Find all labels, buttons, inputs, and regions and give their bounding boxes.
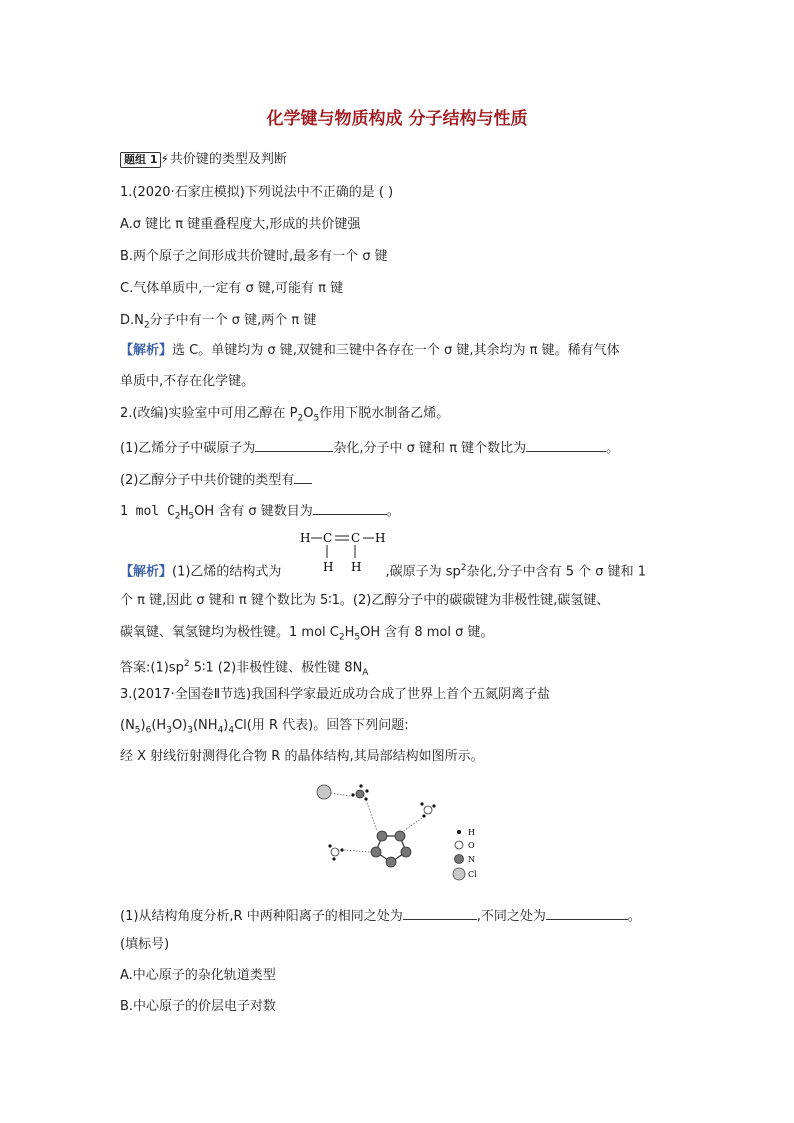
q1-option-d <box>120 312 316 335</box>
n-atom <box>401 847 411 857</box>
q2-answer-text-2: 5∶1 (2)非极性键、极性键 8N <box>189 660 363 676</box>
q3-p1-text-3: 。 <box>627 909 641 924</box>
section-heading <box>120 150 287 169</box>
q3-formula-sub: 6 <box>145 725 152 736</box>
q2-p3-sub: 2 <box>174 511 181 522</box>
q2-p3-text-2: H <box>180 504 189 519</box>
n-atom <box>386 857 396 867</box>
q2-answer-sup: 2 <box>183 659 190 669</box>
hydrogen-bond <box>366 800 377 831</box>
q3-formula-sub: 4 <box>217 725 224 736</box>
h-atom <box>359 784 362 787</box>
q2-analysis-l3-sub-2: 5 <box>354 632 361 643</box>
legend-o-label: O <box>468 841 475 850</box>
q2-p2-text: (2)乙醇分子中共价键的类型有 <box>120 473 295 488</box>
answer-blank[interactable] <box>546 905 628 920</box>
n-atom <box>356 790 364 798</box>
o-atom <box>331 848 339 856</box>
q2-p3-text-4: 。 <box>386 504 400 519</box>
h-atom <box>351 793 354 796</box>
q2-analysis-l3-text: 碳氧键、氧氢键均为极性键。1 mol C <box>120 625 339 640</box>
legend-h-label: H <box>468 828 475 837</box>
hydrogen-bond <box>402 818 422 832</box>
q1-d-sub: 2 <box>143 320 150 331</box>
q1-stem: 1.(2020·石家庄模拟)下列说法中不正确的是 ( ) <box>120 185 394 200</box>
q2-stem-text: 2.(改编)实验室中可用乙醇在 P <box>120 406 298 421</box>
q1-analysis-line2: 单质中,不存在化学键。 <box>120 374 255 389</box>
q3-part1 <box>120 905 641 926</box>
q3-line3: 经 X 射线衍射测得化合物 R 的晶体结构,其局部结构如图所示。 <box>120 749 484 764</box>
q2-analysis-l3-text-2: H <box>344 625 355 640</box>
formula-atom-c: C <box>351 531 361 545</box>
page-title: 化学键与物质构成 分子结构与性质 <box>266 109 528 129</box>
legend-n-marker <box>455 855 464 864</box>
q2-analysis-l3-text-3: OH 含有 8 mol σ 键。 <box>360 625 494 640</box>
q3-formula-sub: 4 <box>228 725 235 736</box>
formula-atom-h: H <box>323 560 334 574</box>
q2-p3-text-3: OH 含有 σ 键数目为 <box>194 504 313 519</box>
q2-analysis-line2: 个 π 键,因此 σ 键和 π 键个数比为 5∶1。(2)乙醇分子中的碳碳键为非极性键,碳氢键、 <box>120 593 610 608</box>
analysis-label: 【解析】 <box>120 343 173 358</box>
q2-p1-text: (1)乙烯分子中碳原子为 <box>120 441 256 456</box>
q3-p1-text-2: ,不同之处为 <box>476 909 546 924</box>
q3-formula-text: (NH <box>192 718 218 733</box>
answer-blank[interactable] <box>313 500 387 515</box>
q2-p1-text-2: 杂化,分子中 σ 键和 π 键个数比为 <box>333 441 527 456</box>
legend-n-label: N <box>468 855 475 864</box>
h-atom <box>340 848 343 851</box>
analysis-label: 【解析】 <box>120 564 173 580</box>
formula-atom-h: H <box>300 531 311 545</box>
q3-option-a: A.中心原子的杂化轨道类型 <box>120 968 276 983</box>
legend-cl-label: Cl <box>468 870 477 879</box>
q3-formula-text: ) <box>223 718 229 733</box>
formula-atom-c: C <box>323 531 333 545</box>
n-atom <box>395 831 405 841</box>
h-atom <box>432 804 435 807</box>
h-atom <box>332 857 335 860</box>
o-atom <box>424 806 432 814</box>
h-atom <box>422 814 425 817</box>
answer-blank[interactable] <box>403 905 477 920</box>
q2-analysis <box>120 559 646 581</box>
q2-p3-sub-2: 5 <box>188 511 195 522</box>
q2-analysis-l3-sub: 2 <box>338 632 345 643</box>
q2-p3-text: 1 mol C <box>120 504 175 519</box>
q1-option-a: A.σ 键比 π 键重叠程度大,形成的共价键强 <box>120 217 361 232</box>
q3-option-b: B.中心原子的价层电子对数 <box>120 999 277 1014</box>
q2-stem-text-3: 作用下脱水制备乙烯。 <box>319 406 450 421</box>
q3-formula-text: Cl(用 R 代表)。回答下列问题: <box>234 718 409 733</box>
q1-analysis <box>120 342 620 360</box>
q2-stem-sub: 2 <box>297 413 304 424</box>
h-atom <box>365 789 368 792</box>
q3-formula-text: O) <box>171 718 188 733</box>
legend-h-marker <box>457 830 461 834</box>
q2-answer-text: 答案:(1)sp <box>120 660 184 676</box>
q2-analysis-text: (1)乙烯的结构式为 <box>172 564 282 580</box>
n-atom <box>371 847 381 857</box>
q2-answer <box>120 655 368 682</box>
q2-analysis-line3 <box>120 624 494 647</box>
q3-stem: 3.(2017·全国卷Ⅱ节选)我国科学家最近成功合成了世界上首个五氮阴离子盐 <box>120 687 551 702</box>
q2-p1-text-3: 。 <box>606 441 620 456</box>
q2-analysis-text-3: 杂化,分子中含有 5 个 σ 键和 1 <box>466 564 647 580</box>
crystal-structure-svg <box>310 778 490 888</box>
section-heading-text: 共价键的类型及判断 <box>169 152 287 167</box>
lightning-icon: ⚡ <box>160 152 169 166</box>
q3-formula-text: (N <box>120 718 135 733</box>
legend-cl-marker <box>453 868 465 880</box>
q2-part2 <box>120 469 312 490</box>
formula-atom-h: H <box>351 560 362 574</box>
hydrogen-bond <box>344 850 370 852</box>
q1-d-text-2: 分子中有一个 σ 键,两个 π 键 <box>149 313 317 328</box>
q3-formula-sub: 3 <box>166 725 172 736</box>
crystal-structure-diagram <box>310 778 490 888</box>
q3-formula-sub: 5 <box>134 725 141 736</box>
q3-p1-text: (1)从结构角度分析,R 中两种阳离子的相同之处为 <box>120 909 403 924</box>
q1-analysis-text: 选 C。单键均为 σ 键,双键和三键中各存在一个 σ 键,其余均为 π 键。稀有气体 <box>172 343 620 358</box>
answer-blank[interactable] <box>526 437 606 452</box>
q2-stem <box>120 405 449 428</box>
section-badge: 题组 1 <box>120 152 161 168</box>
q2-part3 <box>120 500 400 526</box>
q2-part1 <box>120 437 619 458</box>
answer-blank[interactable] <box>255 437 333 452</box>
q2-answer-sub: A <box>362 667 369 678</box>
q3-formula-line <box>120 717 409 740</box>
legend-o-marker <box>455 841 463 849</box>
formula-atom-h: H <box>375 531 386 545</box>
q3-formula-text: ) <box>140 718 146 733</box>
answer-blank[interactable] <box>294 469 312 484</box>
h-atom <box>328 844 331 847</box>
q2-stem-sub-2: 5 <box>313 413 320 424</box>
q1-option-b: B.两个原子之间形成共价键时,最多有一个 σ 键 <box>120 249 388 264</box>
cl-atom <box>317 785 331 799</box>
n-atom <box>377 831 387 841</box>
q2-analysis-sup: 2 <box>460 563 467 573</box>
q1-d-text: D.N <box>120 313 144 328</box>
hydrogen-bond <box>331 793 350 796</box>
q3-formula-text: (H <box>151 718 167 733</box>
q2-stem-text-2: O <box>303 406 314 421</box>
q3-formula-sub: 3 <box>187 725 193 736</box>
q2-analysis-text-2: ,碳原子为 sp <box>385 564 461 580</box>
q3-note: (填标号) <box>120 937 170 952</box>
h-atom <box>420 802 423 805</box>
q1-option-c: C.气体单质中,一定有 σ 键,可能有 π 键 <box>120 281 344 296</box>
